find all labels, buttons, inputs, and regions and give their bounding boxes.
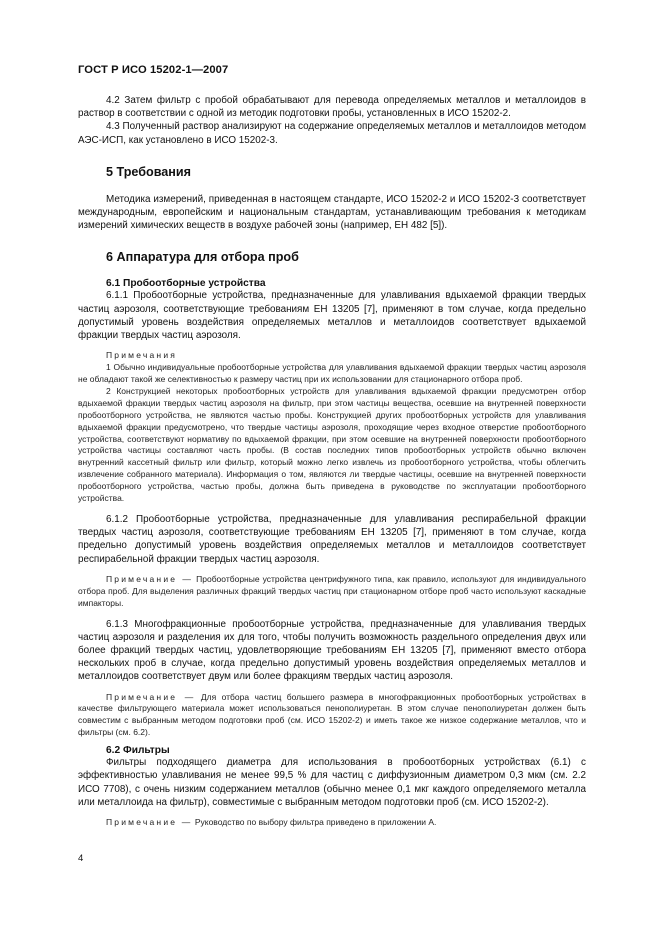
page-number: 4 xyxy=(78,853,84,864)
note-2: 2 Конструкцией некоторых пробоотборных устройств для улавливания вдыхаемой фракции предусмотрен отбор вдыхаемой фракции твердых частиц аэрозоля на фильтр, при этом частицы вещества, осевшие на внутренней поверхности пробоотборного устройства, не являются частью пробы. Конструкцией других пробоотборных устройств для улавливания вдыхаемой фракции предусмотрено, что твердые частицы аэрозоля, проходящие через входное отверстие пробоотборного устройства, соответствуют нормативу по вдыхаемой фракции, при этом осевшие на внутренней поверхности пробоотборного устройства частицы составляют часть пробы. (В состав последних типов пробоотборных устройств обычно включен внутренний кассетный фильтр или фильтр, который можно легко извлечь из пробоотборного устройства, чтобы облегчить извлечение собранного материала). Информация о том, являются ли твердые частицы, осевшие на внутренней поверхности пробоотборного устройства, частью пробы, должна быть приведена в руководстве по эксплуатации пробоотборного устройства. xyxy=(78,385,586,504)
note-1: 1 Обычно индивидуальные пробоотборные устройства для улавливания вдыхаемой фракции твердых частиц аэрозоля не обладают такой же селективностью к размеру частиц при их использовании для стационарного отбора проб. xyxy=(78,362,586,385)
paragraph-4-3: 4.3 Полученный раствор анализируют на содержание определяемых металлов и металлоидов методом АЭС-ИСП, как установлено в ИСО 15202-3. xyxy=(78,121,586,146)
section-5-text: Методика измерений, приведенная в настоящем стандарте, ИСО 15202-2 и ИСО 15202-3 соответствует международным, европейским и национальным стандартам, устанавливающим требования к методикам измерений химических веществ в воздухе рабочей зоны (например, ЕН 482 [5]). xyxy=(78,193,586,232)
paragraph-6-1-3: 6.1.3 Многофракционные пробоотборные устройства, предназначенные для улавливания твердых частиц аэрозоля и разделения их для того, чтобы получить возможность раздельного определения двух или более фракций твердых частиц, удовлетворяющие требованиям ЕН 13205 [7], применяют вместо отбора нескольких проб в случае, когда предельно допустимый уровень воздействия определяемых металлов и металлоидов соответствует двум или более фракциям твердых частиц аэрозоля. xyxy=(78,618,586,683)
section-5-title: 5 Требования xyxy=(106,164,191,179)
paragraph-4-2: 4.2 Затем фильтр с пробой обрабатывают для перевода определяемых металлов и металлоидов в раствор в соответствии с одной из методик подготовки пробы, установленных в ИСО 15202-2. xyxy=(78,95,586,120)
section-6-title: 6 Аппаратура для отбора проб xyxy=(106,250,299,265)
subsection-6-1-title: 6.1 Пробоотборные устройства xyxy=(106,278,266,290)
note-text: Для отбора частиц большего размера в многофракционных пробоотборных устройствах в качестве фильтрующего материала может использоваться пенополиуретан. В этом случае пенополиуретан должен быть совместим с выбранным методом подготовки проб (см. ИСО 15202-2) и иметь такое же низкое содержание металлов, что и фильтры (см. 6.2). xyxy=(78,691,586,738)
document-header: ГОСТ Р ИСО 15202-1—2007 xyxy=(78,64,229,76)
note-6-2 xyxy=(78,817,586,829)
note-text: Пробоотборные устройства центрифужного типа, как правило, используют для индивидуального отбора проб. Для выделения различных фракций твердых частиц при стационарном отборе проб часто используют каскадные импакторы. xyxy=(78,573,586,608)
paragraph-6-2: Фильтры подходящего диаметра для использования в пробоотборных устройствах (6.1) с эффективностью улавливания не менее 99,5 % для частиц с диффузионным диаметром 0,3 мкм (см. 2.2 ИСО 7708), с очень низким содержанием металлов (обычно менее 0,1 мкг каждого определяемого металла или металлоида на фильтр), совместимые с выбранным методом подготовки проб (см. ИСО 15202-2). xyxy=(78,757,586,808)
paragraph-6-1-1: 6.1.1 Пробоотборные устройства, предназначенные для улавливания вдыхаемой фракции твердых частиц аэрозоля, соответствующие требованиям ЕН 13205 [7], применяют в том случае, когда предельно допустимый уровень воздействия определяемых металлов и металлоидов соответствует вдыхаемой фракции твердых частиц аэрозоля. xyxy=(78,290,586,342)
note-6-1-2 xyxy=(78,574,586,610)
notes-heading: Примечания xyxy=(106,350,178,361)
page-body xyxy=(78,94,586,829)
note-6-1-3 xyxy=(78,692,586,740)
note-text: Руководство по выбору фильтра приведено в приложении А. xyxy=(194,817,437,827)
note-label: Примечание — xyxy=(106,573,194,584)
paragraph-6-1-2: 6.1.2 Пробоотборные устройства, предназначенные для улавливания респирабельной фракции твердых частиц аэрозоля, соответствующие требованиям ЕН 13205 [7], применяют в том случае, когда предельно допустимый уровень воздействия определяемых металлов и металлоидов соответствует респирабельной фракции твердых частиц аэрозоля. xyxy=(78,514,586,565)
note-label: Примечание — xyxy=(106,691,196,702)
subsection-6-2-title: 6.2 Фильтры xyxy=(106,745,170,757)
note-label: Примечание — xyxy=(106,817,193,827)
